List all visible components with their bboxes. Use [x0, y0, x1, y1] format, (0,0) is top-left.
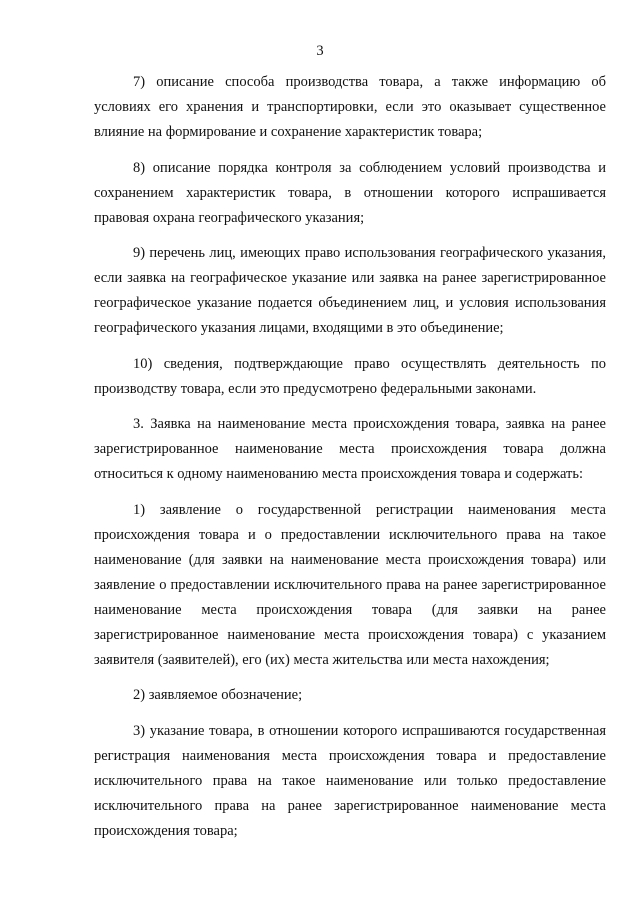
paragraph-item-8: 8) описание порядка контроля за соблюдением условий производства и сохранением характеристик товара, в отношении которого испрашивается правовая охрана географического указания; — [94, 159, 606, 226]
paragraph-subitem-3: 3) указание товара, в отношении которого испрашиваются государственная регистрация наименования места происхождения товара и предоставление исключительного права на такое наименование или только предоставление исключительного права на ранее зарегистрированное наименование места происхождения товара; — [94, 722, 606, 839]
paragraph-subitem-2: 2) заявляемое обозначение; — [133, 687, 303, 703]
paragraph-item-7: 7) описание способа производства товара, а также информацию об условиях его хранения и транспортировки, если это оказывает существенное влияние на формирование и сохранение характеристик товара; — [94, 74, 606, 140]
paragraph-item-10: 10) сведения, подтверждающие право осуществлять деятельность по производству товара, если это предусмотрено федеральными законами. — [94, 355, 606, 397]
paragraph-subitem-1: 1) заявление о государственной регистрации наименования места происхождения товара и о предоставлении исключительного права на такое наименование (для заявки на наименование места происхождения товара) или заявление о предоставлении исключительного права на ранее зарегистрированное наименование места происхождения товара (для заявки на ранее зарегистрированное наименование места происхождения товара) с указанием заявителя (заявителей), его (их) места жительства или места нахождения; — [94, 501, 606, 668]
document-body — [94, 70, 606, 854]
paragraph-section-3: 3. Заявка на наименование места происхождения товара, заявка на ранее зарегистрированное наименование места происхождения товара должна относиться к одному наименованию места происхождения товара и содержать: — [94, 416, 606, 482]
page-number: 3 — [316, 43, 324, 59]
paragraph-item-9: 9) перечень лиц, имеющих право использования географического указания, если заявка на географическое указание или заявка на ранее зарегистрированное географическое указание подается объединением лиц, и условия использования географического указания лицами, входящими в это объединение; — [94, 245, 606, 336]
